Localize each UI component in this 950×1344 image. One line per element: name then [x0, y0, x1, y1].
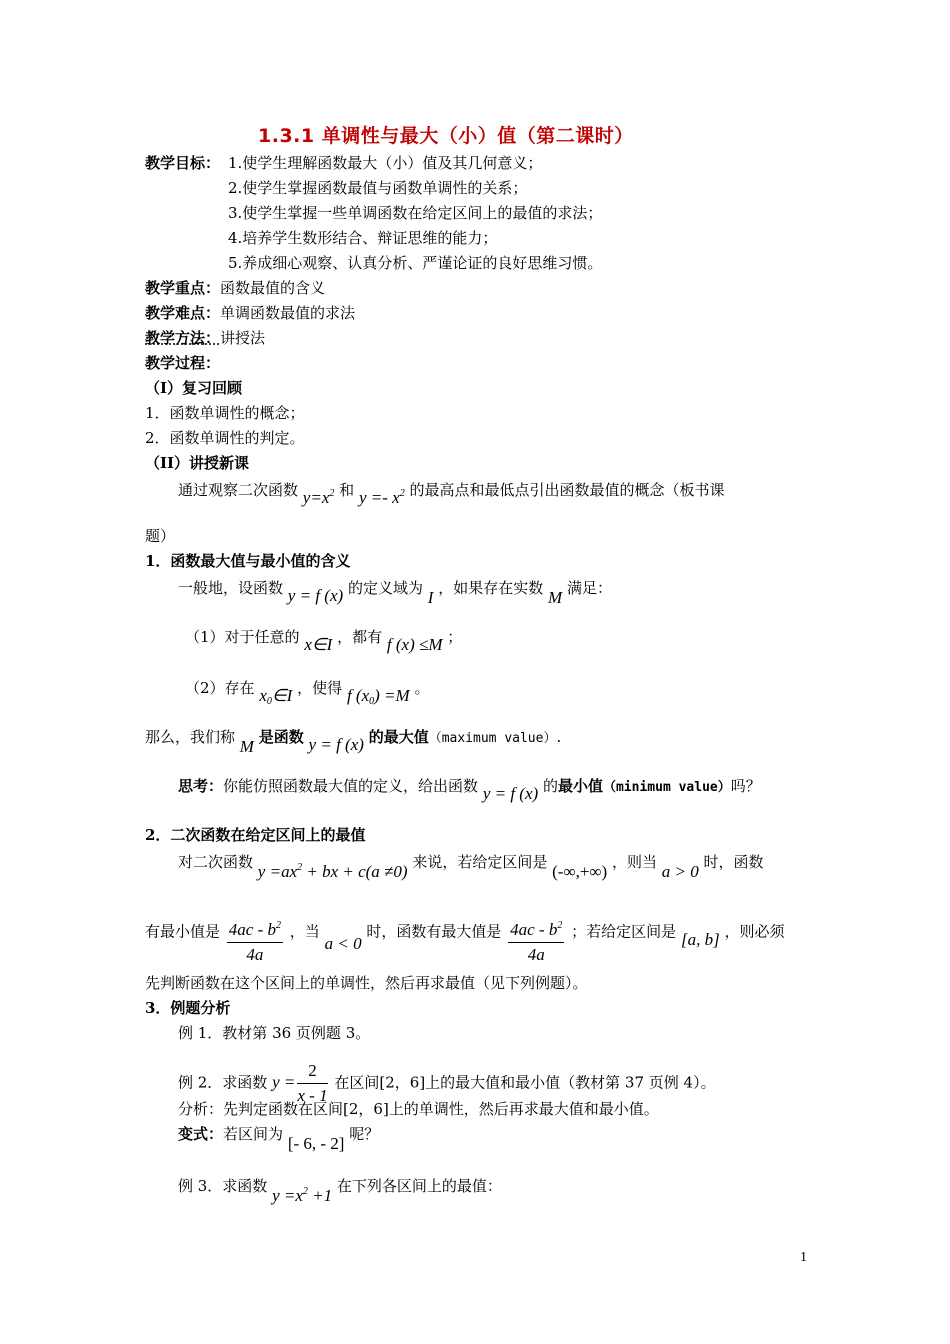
conclusion-text: .: [556, 728, 562, 746]
example-1: 例 1．教材第 36 页例题 3。: [178, 1024, 371, 1042]
variant-text: 呢？: [349, 1125, 380, 1143]
formula-y-eq-fx: y = f (x): [482, 784, 539, 803]
example-text: 例 2．求函数: [178, 1073, 268, 1092]
think-text: 你能仿照函数最大值的定义，给出函数: [223, 777, 479, 795]
max-conclusion: [145, 727, 562, 756]
formula-y-eq-neg-x2: $y =- x^2$: [358, 488, 405, 507]
variant-line: [178, 1124, 380, 1153]
example-text: 在下列各区间上的最值：: [336, 1177, 502, 1195]
objective-item: 5.养成细心观察、认真分析、严谨论证的良好思维习惯。: [228, 254, 603, 272]
method-label: 教学方法：: [145, 329, 221, 347]
example-text: 例 3．求函数: [178, 1177, 268, 1195]
formula-y-eq-x2-plus-1: $y =x^2 +1$: [272, 1186, 333, 1205]
difficulty-text: 单调函数最值的求法: [220, 304, 356, 322]
quadratic-line: [178, 852, 764, 881]
quadratic-text: 来说，若给定区间是: [412, 853, 548, 871]
formula-y-eq-2-over-x-minus-1: $\frac{2}{x - 1}$: [297, 1061, 328, 1105]
intro-text: 和: [339, 481, 355, 499]
difficulty-label: 教学难点：: [145, 304, 221, 322]
formula-fx0-eq-M: f $(x_0) =M$: [346, 686, 410, 707]
think-text: 的: [542, 777, 558, 795]
difficulty-line: [145, 303, 355, 323]
formula-x-in-I: x∈I: [304, 635, 333, 654]
formula-vertex-value: $\frac{4ac - b^2}{4a}$: [228, 920, 282, 964]
think-line: [178, 776, 761, 803]
intro-text: 的最高点和最低点引出函数最值的概念（板书课: [409, 481, 725, 499]
conclusion-text: 是函数: [258, 728, 304, 746]
formula-interval-neg6-neg2: [- 6, - 2]: [287, 1134, 345, 1153]
condition-text: （1）对于任意的: [185, 628, 300, 646]
minimum-value-term: （minimum value）: [602, 780, 731, 795]
condition-text: （2）存在: [185, 679, 255, 697]
definition-text: ，如果存在实数: [438, 579, 544, 597]
method-line: [145, 328, 265, 348]
section2-heading: 2．二次函数在给定区间上的最值: [145, 826, 366, 844]
intro-text: 通过观察二次函数: [178, 481, 299, 499]
condition-text: ，使得: [297, 679, 343, 697]
intro-line: [178, 480, 725, 507]
condition-text: ；: [447, 628, 463, 646]
key-point-text: 函数最值的含义: [220, 279, 326, 297]
objective-item: 1.使学生理解函数最大（小）值及其几何意义；: [228, 154, 543, 172]
extremum-text: ，则必须: [724, 922, 785, 941]
section3-heading: 3．例题分析: [145, 999, 231, 1017]
formula-fx-le-M: f (x) ≤M: [386, 635, 443, 654]
extremum-text: 时，函数有最大值是: [366, 922, 502, 941]
formula-y-eq-2-over-x-minus-1: y =: [272, 1072, 296, 1092]
definition-line: [178, 578, 612, 607]
symbol-I: I: [427, 588, 434, 607]
new-lesson-heading: （II）讲授新课: [145, 454, 250, 472]
definition-text: 一般地，设函数: [178, 579, 284, 597]
formula-a-lt-0: a < 0: [324, 933, 362, 953]
review-item: 2．函数单调性的判定。: [145, 429, 305, 447]
symbol-M: M: [239, 737, 254, 756]
review-heading: （I）复习回顾: [145, 379, 243, 397]
analysis-line: 分析：先判定函数在区间[2，6]上的单调性，然后再求最大值和最小值。: [178, 1100, 659, 1118]
method-text: 讲授法: [220, 329, 266, 347]
think-text: 吗？: [730, 777, 761, 795]
extremum-text: 有最小值是: [145, 922, 221, 941]
formula-a-gt-0: a > 0: [661, 862, 699, 881]
variant-label: 变式：: [178, 1125, 224, 1143]
quadratic-text: 时，函数: [703, 853, 764, 871]
key-point-line: [145, 278, 325, 298]
formula-y-eq-x2: $=x^2$: [310, 488, 335, 507]
extremum-line: [145, 910, 785, 964]
condition-2: [185, 678, 430, 707]
example-text: 在区间[2，6]上的最大值和最小值（教材第 37 页例 4）。: [334, 1073, 716, 1092]
condition-1: [185, 627, 463, 654]
definition-text: 的定义域为: [347, 579, 423, 597]
section1-heading: 1．函数最大值与最小值的含义: [145, 552, 351, 570]
extremum-text: ，当: [289, 922, 320, 941]
symbol-M: M: [547, 588, 563, 607]
quadratic-text: 对二次函数: [178, 853, 254, 871]
example-3: [178, 1176, 502, 1205]
formula-y-eq-fx: y = f (x): [287, 586, 344, 605]
variant-text: 若区间为: [223, 1125, 284, 1143]
maximum-value-term: （maximum value）: [428, 731, 557, 746]
objective-item: 2.使学生掌握函数最值与函数单调性的关系；: [228, 179, 528, 197]
page-title: 1.3.1 单调性与最大（小）值（第二课时）: [258, 125, 634, 147]
formula-quadratic: $y =ax^2$ + bx + c(a ≠0): [257, 862, 408, 881]
process-label: 教学过程：: [145, 354, 221, 372]
extremum-text: ；若给定区间是: [571, 922, 677, 941]
definition-text: 满足：: [566, 579, 612, 597]
quadratic-text: ，则当: [611, 853, 657, 871]
condition-text: ，都有: [337, 628, 383, 646]
formula-y-eq-fx: y = f (x): [308, 735, 364, 754]
key-point-label: 教学重点：: [145, 279, 221, 297]
conclusion-text: 那么，我们称: [145, 728, 236, 746]
think-text: 最小值: [557, 777, 603, 795]
formula-interval-ab: [a, b]: [680, 929, 720, 949]
objective-item: 3.使学生掌握一些单调函数在给定区间上的最值的求法；: [228, 204, 603, 222]
intro-line-end: 题）: [145, 527, 176, 545]
condition-text: 。: [414, 679, 430, 697]
formula-interval-all-reals: (-∞,+∞): [552, 862, 608, 881]
formula-x0-in-I: $x_0\in I$: [259, 686, 293, 707]
conclusion-text: 的最大值: [368, 728, 429, 746]
review-item: 1．函数单调性的概念；: [145, 404, 305, 422]
formula-vertex-value: $\frac{4ac - b^2}{4a}$: [510, 920, 563, 964]
monotonic-note: 先判断函数在这个区间上的单调性，然后再求最值（见下列例题）。: [145, 974, 588, 992]
formula-y-eq-x2: y: [302, 488, 311, 507]
objectives-label: 教学目标：: [145, 154, 221, 172]
objective-item: 4.培养学生数形结合、辩证思维的能力；: [228, 229, 498, 247]
think-label: 思考：: [178, 777, 224, 795]
page-number: 1: [800, 1250, 807, 1265]
